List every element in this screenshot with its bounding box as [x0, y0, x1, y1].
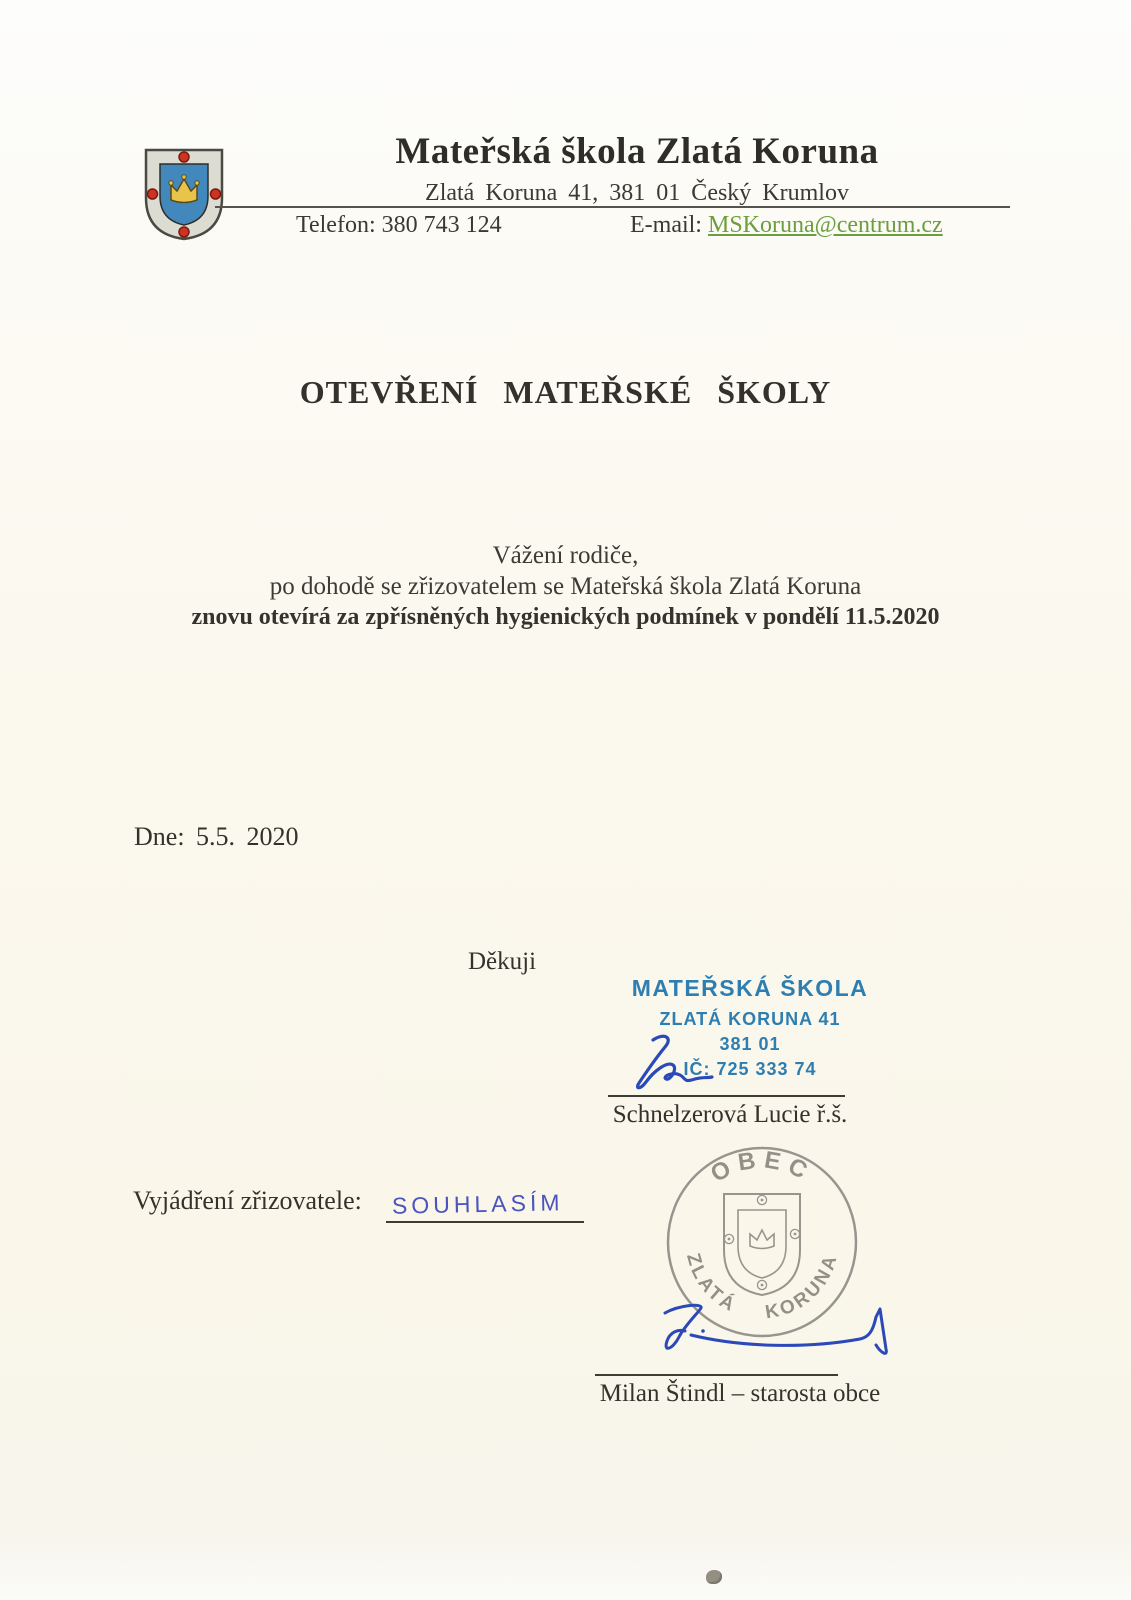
stamp-ico: IČ: 725 333 74: [683, 1059, 817, 1079]
school-name: Mateřská škola Zlatá Koruna: [395, 131, 879, 172]
letter-body: [0, 540, 1131, 633]
stamp-top-text: OBEC: [706, 1146, 818, 1188]
body-line-bold: znovu otevírá za zpřísněných hygienických podmínek v pondělí 11.5.2020: [191, 604, 940, 630]
date-line: Dne: 5.5. 2020: [134, 822, 299, 851]
school-address: Zlatá Koruna 41, 381 01 Český Krumlov: [425, 180, 849, 206]
stamp-zip: 381 01: [719, 1034, 781, 1054]
document-title: OTEVŘENÍ MATEŘSKÉ ŠKOLY: [299, 374, 832, 410]
svg-text:OBEC: [706, 1146, 817, 1188]
body-line: po dohodě se zřizovatelem se Mateřská škola Zlatá Koruna: [269, 573, 862, 600]
stamp-bottom-text: ZLATÁ KORUNA: [682, 1250, 843, 1325]
school-coat-of-arms-logo: [140, 146, 228, 242]
director-name: Schnelzerová Lucie ř.š.: [612, 1101, 848, 1128]
email-row: [630, 212, 943, 239]
letterhead: [257, 130, 1017, 207]
founder-response-line: [386, 1221, 584, 1223]
mayor-name: Milan Štindl – starosta obce: [599, 1380, 881, 1407]
founder-statement-label: Vyjádření zřizovatele:: [133, 1186, 362, 1215]
scan-artifact-speck: [706, 1570, 722, 1584]
closing-thanks: Děkuji: [468, 948, 537, 975]
stamp-school-name: MATEŘSKÁ ŠKOLA: [631, 975, 869, 1001]
email-label: E-mail:: [630, 212, 702, 238]
letterhead-divider: [215, 206, 1010, 208]
mayor-signature-line: [595, 1374, 838, 1376]
salutation: Vážení rodiče,: [492, 542, 639, 569]
director-signature-ink: [622, 1032, 734, 1092]
phone-number: Telefon: 380 743 124: [296, 212, 502, 238]
email-link[interactable]: MSKoruna@centrum.cz: [707, 212, 943, 238]
stamp-street: ZLATÁ KORUNA 41: [659, 1009, 841, 1029]
mayor-signature-ink: [645, 1295, 905, 1365]
founder-handwritten-approval: SOUHLASÍM: [391, 1189, 564, 1219]
director-signature-line: [608, 1095, 845, 1097]
